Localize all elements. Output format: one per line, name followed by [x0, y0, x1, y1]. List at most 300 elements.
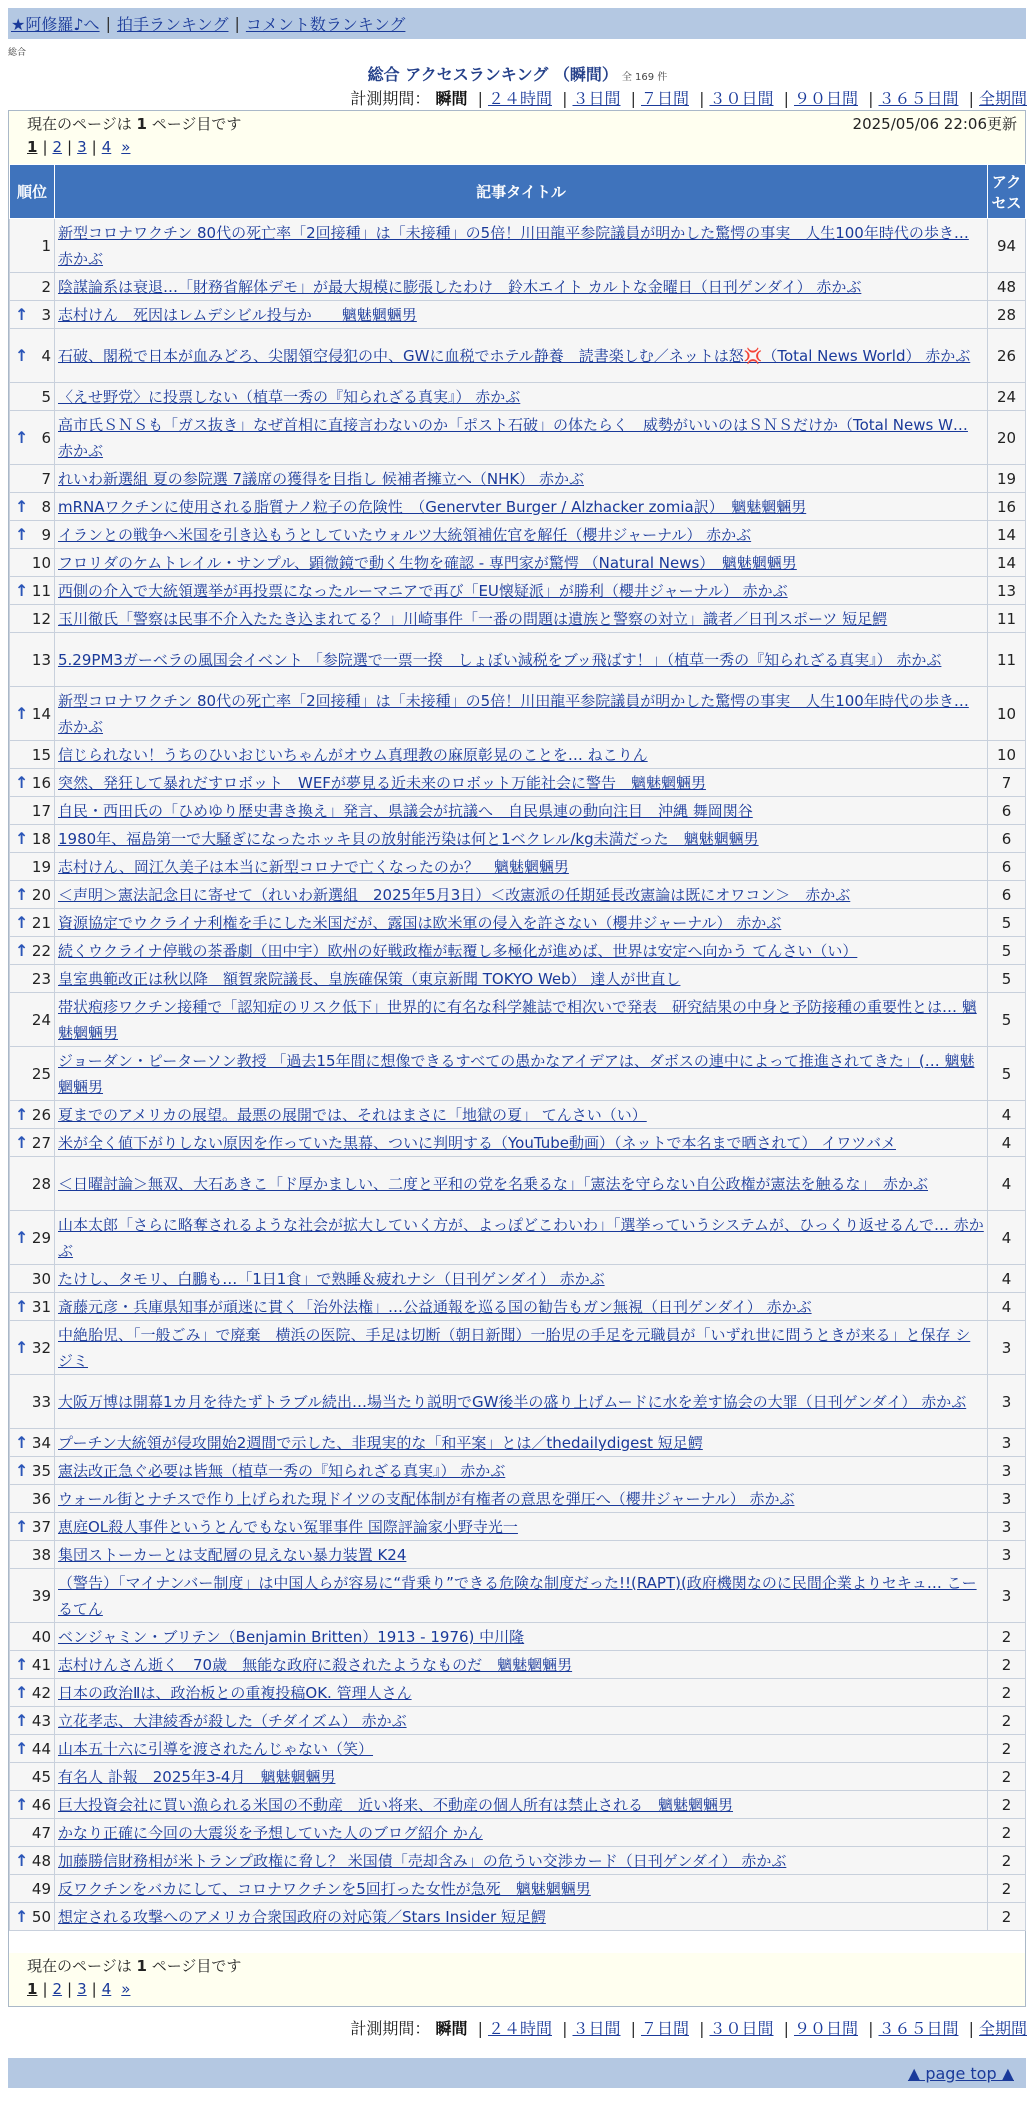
article-title-link[interactable]: フロリダのケムトレイル・サンプル、顕微鏡で動く生物を確認 - 専門家が驚愕 （Natural News） 魑魅魍魎男	[58, 553, 797, 572]
rank-number: 34	[31, 1433, 51, 1452]
rank-cell	[10, 1211, 55, 1265]
access-count: 6	[988, 825, 1026, 853]
title-cell	[55, 1651, 988, 1679]
rank-number: 7	[41, 469, 51, 488]
period-link-24h[interactable]: ２４時間	[487, 2019, 552, 2038]
period-link-90d[interactable]: ９０日間	[793, 89, 858, 108]
rank-cell	[10, 1707, 55, 1735]
rank-up-arrow-icon: ↑	[15, 828, 29, 848]
article-title-link[interactable]: 山本五十六に引導を渡されたんじゃない（笑）	[58, 1739, 374, 1758]
period-link-7d[interactable]: ７日間	[640, 2019, 689, 2038]
rank-number: 36	[31, 1489, 51, 1508]
title-cell	[55, 521, 988, 549]
table-row	[10, 1819, 1026, 1847]
article-title-link[interactable]: 志村けんさん逝く 70歳 無能な政府に殺されたようなものだ 魑魅魍魎男	[58, 1655, 573, 1674]
nav-link-asyura[interactable]: ★阿修羅♪へ	[11, 15, 100, 34]
period-link-30d[interactable]: ３０日間	[709, 89, 774, 108]
rank-number: 42	[31, 1683, 51, 1702]
access-count: 2	[988, 1763, 1026, 1791]
title-cell	[55, 1321, 988, 1375]
pager-top	[9, 111, 1025, 164]
ranking-table-body	[10, 219, 1026, 1931]
article-title-link[interactable]: ベンジャミン・ブリテン（Benjamin Britten）1913 - 1976) 中川隆	[58, 1627, 525, 1646]
table-row	[10, 1101, 1026, 1129]
rank-up-arrow-icon: ↑	[15, 1850, 29, 1870]
access-count: 3	[988, 1321, 1026, 1375]
ranking-title: 総合 アクセスランキング （瞬間）	[367, 65, 618, 84]
rank-up-arrow-icon: ↑	[15, 345, 29, 365]
access-count: 2	[988, 1875, 1026, 1903]
rank-number: 28	[31, 1174, 51, 1193]
header-title: 記事タイトル	[55, 165, 988, 219]
access-count: 11	[988, 633, 1026, 687]
rank-number: 31	[31, 1297, 51, 1316]
title-cell	[55, 687, 988, 741]
period-link-7d[interactable]: ７日間	[640, 89, 689, 108]
article-title-link[interactable]: 1980年、福島第一で大騒ぎになったホッキ貝の放射能汚染は何と1ベクレル/kg未満だった 魑魅魍魎男	[58, 829, 759, 848]
table-row	[10, 465, 1026, 493]
table-row	[10, 909, 1026, 937]
rank-number: 21	[31, 913, 51, 932]
table-row	[10, 1513, 1026, 1541]
table-header-row	[10, 165, 1026, 219]
rank-cell	[10, 1429, 55, 1457]
period-link-all[interactable]: 全期間	[978, 89, 1027, 108]
title-cell	[55, 853, 988, 881]
page-next-link[interactable]: »	[121, 1980, 131, 1998]
article-title-link[interactable]: 想定される攻撃へのアメリカ合衆国政府の対応策／Stars Insider 短足鰐	[58, 1907, 546, 1926]
rank-cell	[10, 769, 55, 797]
article-title-link[interactable]: （警告）「マイナンバー制度」は中国人らが容易に“背乗り”できる危険な制度だった!!(RAPT)(政府機関なのに民間企業よりセキュ… こーるてん	[58, 1573, 977, 1618]
page-link-4[interactable]: 4	[101, 1980, 112, 1998]
article-title-link[interactable]: 大阪万博は開幕1カ月を待たずトラブル続出…場当たり説明でGW後半の盛り上げムードに水を差す協会の大罪（日刊ゲンダイ） 赤かぶ	[58, 1392, 967, 1411]
title-cell	[55, 937, 988, 965]
access-count: 2	[988, 1791, 1026, 1819]
page-link-4[interactable]: 4	[101, 138, 112, 156]
rank-cell	[10, 1265, 55, 1293]
access-count: 5	[988, 909, 1026, 937]
rank-cell	[10, 1101, 55, 1129]
rank-up-arrow-icon: ↑	[15, 1906, 29, 1926]
access-count: 5	[988, 993, 1026, 1047]
access-count: 2	[988, 1707, 1026, 1735]
rank-number: 14	[31, 704, 51, 723]
access-count: 20	[988, 411, 1026, 465]
access-count: 2	[988, 1735, 1026, 1763]
rank-cell	[10, 605, 55, 633]
rank-number: 23	[31, 969, 51, 988]
rank-cell	[10, 1847, 55, 1875]
title-cell	[55, 383, 988, 411]
article-title-link[interactable]: 高市氏ＳＮＳも「ガス抜き」なぜ首相に直接言わないのか「ポスト石破」の体たらく 威勢がいいのはＳＮＳだけか（Total News W… 赤かぶ	[58, 415, 968, 460]
title-cell	[55, 1819, 988, 1847]
rank-up-arrow-icon: ↑	[15, 1132, 29, 1152]
table-row	[10, 493, 1026, 521]
rank-up-arrow-icon: ↑	[15, 304, 29, 324]
title-cell	[55, 1847, 988, 1875]
page-links: 1 | 2 | 3 | 4 »	[27, 138, 131, 156]
access-count: 5	[988, 1047, 1026, 1101]
table-row	[10, 577, 1026, 605]
period-label: 計測期間：	[350, 2019, 431, 2038]
page-link-2[interactable]: 2	[52, 1980, 63, 1998]
current-page-number: 1	[136, 115, 147, 133]
table-row	[10, 1047, 1026, 1101]
article-title-link[interactable]: ウォール街とナチスで作り上げられた現ドイツの支配体制が有権者の意思を弾圧へ（櫻井ジャーナル） 赤かぶ	[58, 1489, 795, 1508]
title-cell	[55, 797, 988, 825]
article-title-link[interactable]: 中絶胎児、「一般ごみ」で廃棄 横浜の医院、手足は切断（朝日新聞）一胎児の手足を元職員が「いずれ世に問うときが来る」と保存 シジミ	[58, 1325, 971, 1370]
title-cell	[55, 909, 988, 937]
access-count: 2	[988, 1651, 1026, 1679]
table-row	[10, 769, 1026, 797]
rank-cell	[10, 301, 55, 329]
article-title-link[interactable]: 斎藤元彦・兵庫県知事が頑迷に貫く「治外法権」…公益通報を巡る国の勧告もガン無視（日刊ゲンダイ） 赤かぶ	[58, 1297, 812, 1316]
rank-cell	[10, 273, 55, 301]
article-title-link[interactable]: 加藤勝信財務相が米トランプ政権に脅し？ 米国債「売却含み」の危うい交渉カード（日刊ゲンダイ） 赤かぶ	[58, 1851, 787, 1870]
article-title-link[interactable]: 皇室典範改正は秋以降 額賀衆院議長、皇族確保策（東京新聞 TOKYO Web） 達人が世直し	[58, 969, 681, 988]
rank-number: 20	[31, 885, 51, 904]
table-row	[10, 1541, 1026, 1569]
article-title-link[interactable]: 米が全く値下がりしない原因を作っていた黒幕、ついに判明する（YouTube動画）（ネットで本名まで晒されて） イワツバメ	[58, 1133, 896, 1152]
page-status: 現在のページは 1 ページ目です	[27, 115, 242, 133]
current-page-number: 1	[136, 1957, 147, 1975]
title-cell	[55, 493, 988, 521]
rank-up-arrow-icon: ↑	[15, 1516, 29, 1536]
rank-cell	[10, 521, 55, 549]
title-cell	[55, 411, 988, 465]
table-row	[10, 1429, 1026, 1457]
article-title-link[interactable]: mRNAワクチンに使用される脂質ナノ粒子の危険性 （Genervter Burger / Alzhacker zomia訳） 魑魅魍魎男	[58, 497, 807, 516]
page-status: 現在のページは 1 ページ目です	[27, 1957, 242, 1975]
rank-number: 38	[31, 1545, 51, 1564]
article-title-link[interactable]: 立花孝志、大津綾香が殺した（チダイズム） 赤かぶ	[58, 1711, 407, 1730]
page-link-3[interactable]: 3	[77, 138, 87, 156]
table-row	[10, 1485, 1026, 1513]
article-title-link[interactable]: 突然、発狂して暴れだすロボット WEFが夢見る近未来のロボット万能社会に警告 魑魅魍魎男	[58, 773, 706, 792]
rank-up-arrow-icon: ↑	[15, 940, 29, 960]
table-row	[10, 1623, 1026, 1651]
rank-number: 40	[31, 1627, 51, 1646]
title-cell	[55, 1763, 988, 1791]
nav-link-clap-ranking[interactable]: 拍手ランキング	[116, 15, 229, 34]
article-title-link[interactable]: れいわ新選組 夏の参院選 7議席の獲得を目指し 候補者擁立へ（NHK） 赤かぶ	[58, 469, 584, 488]
period-link-3d[interactable]: ３日間	[572, 89, 621, 108]
rank-up-arrow-icon: ↑	[15, 427, 29, 447]
rank-cell	[10, 741, 55, 769]
rank-cell	[10, 329, 55, 383]
access-count: 4	[988, 1129, 1026, 1157]
period-label: 計測期間：	[350, 89, 431, 108]
rank-number: 9	[41, 525, 51, 544]
rank-number: 8	[41, 497, 51, 516]
rank-cell	[10, 411, 55, 465]
table-row	[10, 1129, 1026, 1157]
access-count: 6	[988, 797, 1026, 825]
rank-cell	[10, 549, 55, 577]
page-link-current: 1	[27, 138, 38, 156]
rank-number: 47	[31, 1823, 51, 1842]
pager-bottom	[9, 1953, 1025, 2006]
rank-up-arrow-icon: ↑	[15, 772, 29, 792]
period-link-30d[interactable]: ３０日間	[709, 2019, 774, 2038]
rank-cell	[10, 1293, 55, 1321]
page-top-link[interactable]: ▲ page top ▲	[907, 2063, 1014, 2083]
title-cell	[55, 1101, 988, 1129]
rank-cell	[10, 1047, 55, 1101]
period-link-24h[interactable]: ２４時間	[487, 89, 552, 108]
title-cell	[55, 1293, 988, 1321]
access-count: 14	[988, 521, 1026, 549]
title-cell	[55, 1265, 988, 1293]
rank-number: 46	[31, 1795, 51, 1814]
top-nav-bar	[8, 8, 1026, 39]
rank-number: 16	[31, 773, 51, 792]
title-cell	[55, 993, 988, 1047]
rank-number: 37	[31, 1517, 51, 1536]
title-cell	[55, 301, 988, 329]
article-title-link[interactable]: 西側の介入で大統領選挙が再投票になったルーマニアで再び「EU懐疑派」が勝利（櫻井ジャーナル） 赤かぶ	[58, 581, 788, 600]
access-count: 3	[988, 1513, 1026, 1541]
rank-number: 15	[31, 745, 51, 764]
title-cell	[55, 1541, 988, 1569]
table-row	[10, 1569, 1026, 1623]
article-title-link[interactable]: 憲法改正急ぐ必要は皆無（植草一秀の『知られざる真実』） 赤かぶ	[58, 1461, 506, 1480]
table-row	[10, 521, 1026, 549]
title-cell	[55, 1623, 988, 1651]
rank-cell	[10, 1623, 55, 1651]
rank-up-arrow-icon: ↑	[15, 703, 29, 723]
article-title-link[interactable]: 恵庭OL殺人事件というとんでもない冤罪事件 国際評論家小野寺光一	[58, 1517, 518, 1536]
title-cell	[55, 577, 988, 605]
rank-number: 6	[41, 428, 51, 447]
title-cell	[55, 1157, 988, 1211]
title-cell	[55, 1457, 988, 1485]
rank-number: 39	[31, 1586, 51, 1605]
rank-cell	[10, 1569, 55, 1623]
title-cell	[55, 549, 988, 577]
rank-number: 25	[31, 1064, 51, 1083]
rank-cell	[10, 1321, 55, 1375]
title-cell	[55, 219, 988, 273]
nav-separator: |	[105, 14, 111, 33]
rank-cell	[10, 965, 55, 993]
article-title-link[interactable]: 自民・西田氏の「ひめゆり歴史書き換え」発言、県議会が抗議へ 自民県連の動向注目 沖縄 舞岡関谷	[58, 801, 753, 820]
article-title-link[interactable]: 信じられない！うちのひいおじいちゃんがオウム真理教の麻原彰晃のことを… ねこりん	[58, 745, 648, 764]
article-title-link[interactable]: ＜日曜討論＞無双、大石あきこ「ド厚かましい、二度と平和の党を名乗るな」「憲法を守らない自公政権が憲法を触るな」 赤かぶ	[58, 1174, 929, 1193]
rank-up-arrow-icon: ↑	[15, 1682, 29, 1702]
rank-number: 18	[31, 829, 51, 848]
article-title-link[interactable]: 新型コロナワクチン 80代の死亡率「2回接種」は「未接種」の5倍！川田龍平参院議員が明かした驚愕の事実 人生100年時代の歩き… 赤かぶ	[58, 691, 969, 736]
article-title-link[interactable]: 陰謀論系は衰退…「財務省解体デモ」が最大規模に膨張したわけ 鈴木エイト カルトな金曜日（日刊ゲンダイ） 赤かぶ	[58, 277, 862, 296]
article-title-link[interactable]: ジョーダン・ピーターソン教授 「過去15年間に想像できるすべての愚かなアイデアは、ダボスの連中によって推進されてきた」(… 魑魅魍魎男	[58, 1051, 975, 1096]
category-label: 総合	[8, 48, 27, 58]
rank-cell	[10, 797, 55, 825]
table-row	[10, 1875, 1026, 1903]
access-count: 2	[988, 1819, 1026, 1847]
table-row	[10, 633, 1026, 687]
access-count: 3	[988, 1457, 1026, 1485]
title-cell	[55, 1791, 988, 1819]
table-row	[10, 1651, 1026, 1679]
rank-number: 35	[31, 1461, 51, 1480]
title-cell	[55, 741, 988, 769]
article-title-link[interactable]: 資源協定でウクライナ利権を手にした米国だが、露国は欧米軍の侵入を許さない（櫻井ジャーナル） 赤かぶ	[58, 913, 782, 932]
title-cell	[55, 965, 988, 993]
rank-up-arrow-icon: ↑	[15, 496, 29, 516]
article-title-link[interactable]: 〈えせ野党〉に投票しない（植草一秀の『知られざる真実』） 赤かぶ	[58, 387, 521, 406]
access-count: 13	[988, 577, 1026, 605]
article-title-link[interactable]: 5.29PM3ガーベラの風国会イベント 「参院選で一票一揆 しょぼい減税をブッ飛ばす！」（植草一秀の『知られざる真実』） 赤かぶ	[58, 650, 942, 669]
title-cell	[55, 1707, 988, 1735]
article-title-link[interactable]: 夏までのアメリカの展望。最悪の展開では、それはまさに「地獄の夏」 てんさい（い）	[58, 1105, 647, 1124]
rank-cell	[10, 383, 55, 411]
rank-cell	[10, 1875, 55, 1903]
title-cell	[55, 825, 988, 853]
rank-number: 4	[41, 346, 51, 365]
rank-number: 13	[31, 650, 51, 669]
rank-up-arrow-icon: ↑	[15, 1738, 29, 1758]
rank-cell	[10, 1457, 55, 1485]
rank-up-arrow-icon: ↑	[15, 1296, 29, 1316]
access-count: 3	[988, 1569, 1026, 1623]
title-cell	[55, 273, 988, 301]
table-row	[10, 1707, 1026, 1735]
access-count: 11	[988, 605, 1026, 633]
article-title-link[interactable]: ＜声明＞憲法記念日に寄せて（れいわ新選組 2025年5月3日）＜改憲派の任期延長改憲論は既にオワコン＞ 赤かぶ	[58, 885, 851, 904]
rank-number: 45	[31, 1767, 51, 1786]
article-title-link[interactable]: 集団ストーカーとは支配層の見えない暴力装置 K24	[58, 1545, 407, 1564]
access-count: 28	[988, 301, 1026, 329]
page-links: 1 | 2 | 3 | 4 »	[27, 1980, 131, 1998]
table-row	[10, 1211, 1026, 1265]
updated-timestamp: 2025/05/06 22:06更新	[852, 115, 1017, 133]
access-count: 4	[988, 1211, 1026, 1265]
title-cell	[55, 1375, 988, 1429]
rank-number: 27	[31, 1133, 51, 1152]
table-row	[10, 549, 1026, 577]
rank-cell	[10, 937, 55, 965]
rank-cell	[10, 687, 55, 741]
rank-up-arrow-icon: ↑	[15, 1227, 29, 1247]
table-row	[10, 1847, 1026, 1875]
title-cell	[55, 769, 988, 797]
period-link-90d[interactable]: ９０日間	[793, 2019, 858, 2038]
period-link-all[interactable]: 全期間	[978, 2019, 1027, 2038]
table-row	[10, 301, 1026, 329]
table-row	[10, 1293, 1026, 1321]
article-title-link[interactable]: 反ワクチンをバカにして、コロナワクチンを5回打った女性が急死 魑魅魍魎男	[58, 1879, 591, 1898]
rank-number: 48	[31, 1851, 51, 1870]
table-row	[10, 965, 1026, 993]
access-count: 6	[988, 853, 1026, 881]
rank-cell	[10, 1819, 55, 1847]
period-link-365d[interactable]: ３６５日間	[878, 2019, 959, 2038]
rank-cell	[10, 909, 55, 937]
rank-number: 41	[31, 1655, 51, 1674]
ranking-table	[9, 164, 1026, 1931]
article-title-link[interactable]: 帯状疱疹ワクチン接種で「認知症のリスク低下」世界的に有名な科学雑誌で相次いで発表 研究結果の中身と予防接種の重要性とは… 魑魅魍魎男	[58, 997, 977, 1042]
page-next-link[interactable]: »	[121, 138, 131, 156]
table-row	[10, 797, 1026, 825]
table-row	[10, 881, 1026, 909]
article-title-link[interactable]: たけし、タモリ、白鵬も…「1日1食」で熟睡＆疲れナシ（日刊ゲンダイ） 赤かぶ	[58, 1269, 605, 1288]
rank-number: 24	[31, 1010, 51, 1029]
rank-number: 22	[31, 941, 51, 960]
table-row	[10, 993, 1026, 1047]
article-title-link[interactable]: 玉川徹氏「警察は民事不介入たたき込まれてる？」川崎事件「一番の問題は遺族と警察の対立」識者／日刊スポーツ 短足鰐	[58, 609, 888, 628]
rank-cell	[10, 493, 55, 521]
period-link-3d[interactable]: ３日間	[572, 2019, 621, 2038]
table-row	[10, 1763, 1026, 1791]
article-title-link[interactable]: 続くウクライナ停戦の茶番劇（田中宇）欧州の好戦政権が転覆し多極化が進めば、世界は安定へ向かう てんさい（い）	[58, 941, 858, 960]
access-count: 10	[988, 687, 1026, 741]
footer-bar	[8, 2058, 1026, 2088]
rank-cell	[10, 993, 55, 1047]
title-cell	[55, 1211, 988, 1265]
article-title-link[interactable]: 石破、閣税で日本が血みどろ、尖閣領空侵犯の中、GWに血税でホテル静養 読書楽しむ／ネットは怒💢（Total News World） 赤かぶ	[58, 346, 971, 365]
rank-number: 12	[31, 609, 51, 628]
access-count: 2	[988, 1623, 1026, 1651]
rank-number: 50	[31, 1907, 51, 1926]
article-title-link[interactable]: 志村けん、岡江久美子は本当に新型コロナで亡くなったのか？ 魑魅魍魎男	[58, 857, 569, 876]
article-title-link[interactable]: プーチン大統領が侵攻開始2週間で示した、非現実的な「和平案」とは／thedailydigest 短足鰐	[58, 1433, 703, 1452]
rank-number: 30	[31, 1269, 51, 1288]
title-cell	[55, 1047, 988, 1101]
rank-number: 32	[31, 1338, 51, 1357]
rank-cell	[10, 881, 55, 909]
access-count: 4	[988, 1265, 1026, 1293]
rank-up-arrow-icon: ↑	[15, 1654, 29, 1674]
access-count: 3	[988, 1375, 1026, 1429]
article-title-link[interactable]: イランとの戦争へ米国を引き込もうとしていたウォルツ大統領補佐官を解任（櫻井ジャーナル） 赤かぶ	[58, 525, 752, 544]
table-row	[10, 1791, 1026, 1819]
article-title-link[interactable]: 巨大投資会社に買い漁られる米国の不動産 近い将来、不動産の個人所有は禁止される 魑魅魍魎男	[58, 1795, 734, 1814]
table-row	[10, 1375, 1026, 1429]
article-title-link[interactable]: かなり正確に今回の大震災を予想していた人のブログ紹介 かん	[58, 1823, 483, 1842]
nav-separator: |	[234, 14, 240, 33]
table-row	[10, 329, 1026, 383]
rank-cell	[10, 1735, 55, 1763]
period-link-365d[interactable]: ３６５日間	[878, 89, 959, 108]
access-count: 19	[988, 465, 1026, 493]
article-title-link[interactable]: 山本太郎「さらに略奪されるような社会が拡大していく方が、よっぽどこわいわ」「選挙っていうシステムが、ひっくり返せるんで… 赤かぶ	[58, 1215, 984, 1260]
page-link-3[interactable]: 3	[77, 1980, 87, 1998]
article-title-link[interactable]: 有名人 訃報 2025年3-4月 魑魅魍魎男	[58, 1767, 336, 1786]
rank-number: 11	[31, 581, 51, 600]
access-count: 5	[988, 937, 1026, 965]
page-link-2[interactable]: 2	[52, 138, 63, 156]
title-cell	[55, 1903, 988, 1931]
table-row	[10, 687, 1026, 741]
access-count: 94	[988, 219, 1026, 273]
access-count: 3	[988, 1541, 1026, 1569]
table-row	[10, 1735, 1026, 1763]
article-title-link[interactable]: 志村けん 死因はレムデシビル投与か 魑魅魍魎男	[58, 305, 417, 324]
article-title-link[interactable]: 新型コロナワクチン 80代の死亡率「2回接種」は「未接種」の5倍！川田龍平参院議員が明かした驚愕の事実 人生100年時代の歩き… 赤かぶ	[58, 223, 969, 268]
access-count: 6	[988, 881, 1026, 909]
title-cell	[55, 1735, 988, 1763]
nav-link-comment-ranking[interactable]: コメント数ランキング	[245, 15, 406, 34]
rank-number: 10	[31, 553, 51, 572]
rank-cell	[10, 1485, 55, 1513]
rank-up-arrow-icon: ↑	[15, 884, 29, 904]
table-row	[10, 1457, 1026, 1485]
table-row	[10, 1321, 1026, 1375]
rank-number: 26	[31, 1105, 51, 1124]
rank-number: 2	[41, 277, 51, 296]
access-count: 4	[988, 1293, 1026, 1321]
article-title-link[interactable]: 日本の政治Ⅱは、政治板との重複投稿OK. 管理人さん	[58, 1683, 412, 1702]
